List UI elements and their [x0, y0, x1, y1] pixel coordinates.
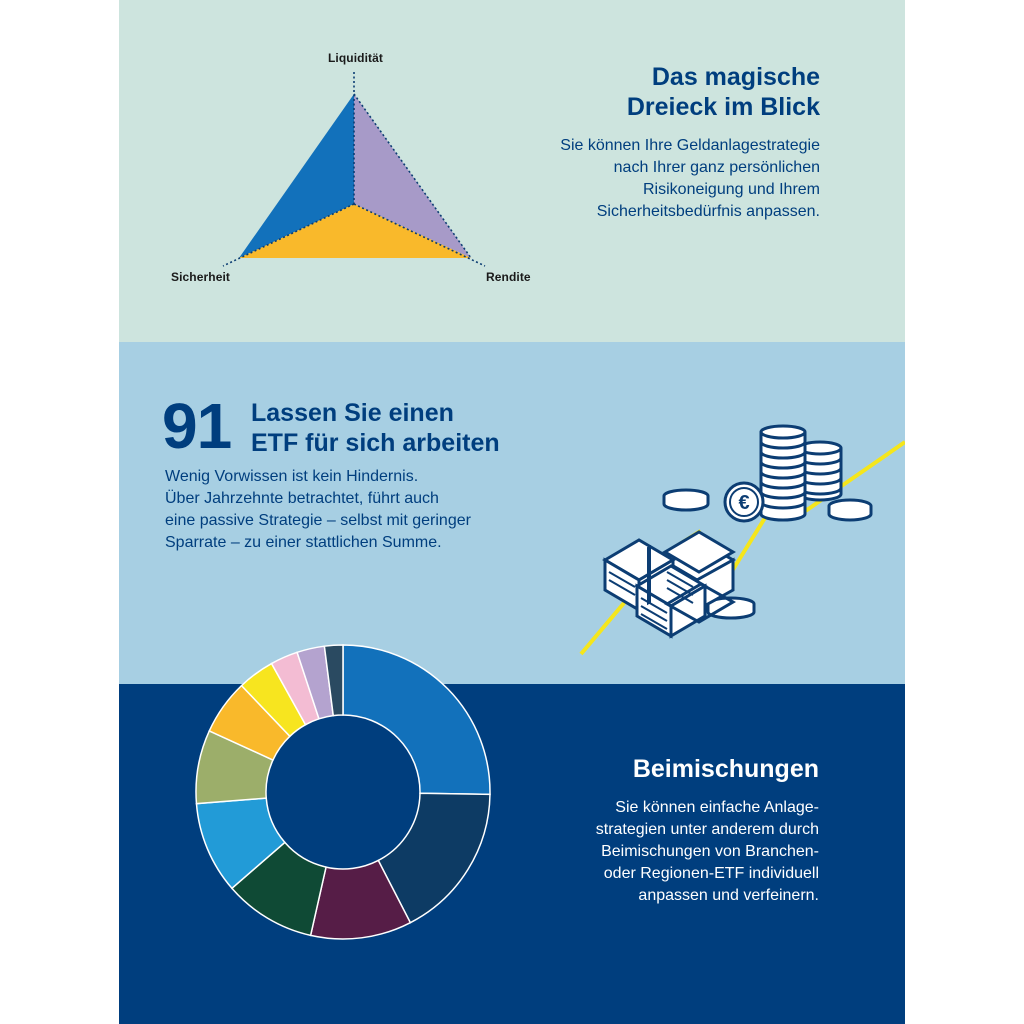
- body-line: Beimischungen von Branchen-: [601, 843, 819, 860]
- money-growth-illustration: [559, 410, 905, 670]
- euro-symbol: €: [738, 492, 750, 514]
- body-line: anpassen und verfeinern.: [638, 887, 819, 904]
- coin-icon: [829, 500, 871, 520]
- coin-icon: [664, 490, 708, 510]
- section-body: [480, 135, 820, 223]
- infographic-page: [119, 0, 905, 1024]
- title-line: Lassen Sie einen: [251, 399, 454, 427]
- body-line: nach Ihrer ganz persönlichen: [613, 159, 820, 176]
- body-line: strategien unter anderem durch: [595, 821, 819, 838]
- body-line: Über Jahrzehnte betrachtet, führt auch: [165, 490, 439, 507]
- body-line: eine passive Strategie – selbst mit geringer: [165, 512, 471, 529]
- title-line: ETF für sich arbeiten: [251, 429, 500, 457]
- coin-stack-icon: [761, 426, 805, 520]
- donut-chart: [119, 620, 539, 960]
- body-line: Sie können Ihre Geldanlagestrategie: [560, 137, 820, 154]
- section-body: [165, 466, 471, 554]
- triangle-label-liquidity: Liquidität: [328, 51, 383, 65]
- body-line: oder Regionen-ETF individuell: [603, 865, 819, 882]
- body-line: Sie können einfache Anlage-: [615, 799, 819, 816]
- title-line: Dreieck im Blick: [626, 93, 820, 121]
- page-number: 91: [162, 390, 232, 462]
- triangle-label-return: Rendite: [486, 270, 531, 284]
- triangle-label-safety: Sicherheit: [171, 270, 231, 284]
- title-line: Das magische: [651, 63, 820, 91]
- magic-triangle-section: [119, 0, 905, 342]
- section-title: Beimischungen: [632, 755, 819, 783]
- body-line: Sparrate – zu einer stattlichen Summe.: [165, 534, 442, 551]
- body-line: Sicherheitsbedürfnis anpassen.: [596, 203, 820, 220]
- section-body: [519, 797, 819, 907]
- section-title: [251, 398, 500, 458]
- body-line: Risikoneigung und Ihrem: [643, 181, 820, 198]
- body-line: Wenig Vorwissen ist kein Hindernis.: [165, 468, 419, 485]
- donut-slice: [343, 645, 490, 794]
- banknote-stack-icon: [605, 532, 733, 636]
- section-title: [490, 62, 820, 122]
